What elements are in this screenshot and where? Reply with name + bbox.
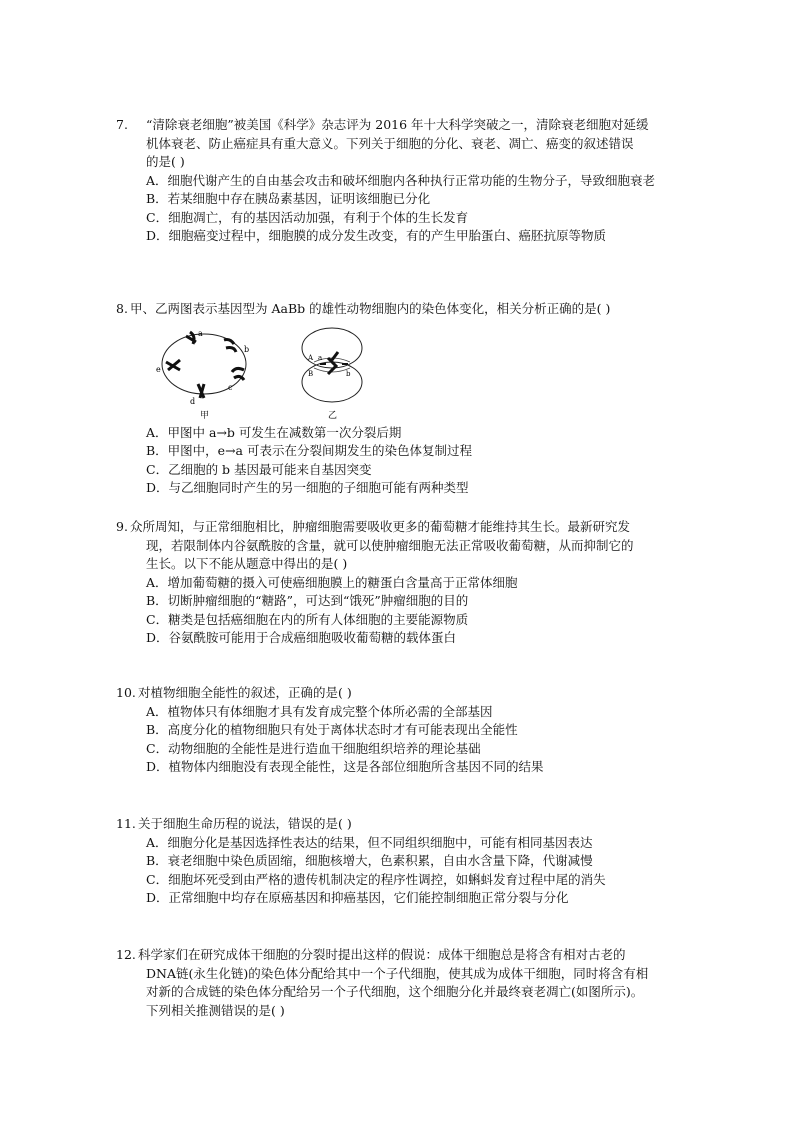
stem-line: “清除衰老细胞”被美国《科学》杂志评为 2016 年十大科学突破之一，清除衰老细胞对延缓	[146, 117, 649, 132]
option-c: C．动物细胞的全能性是进行造血干细胞组织培养的理论基础	[146, 740, 481, 756]
option-a: A．细胞代谢产生的自由基会攻击和破坏细胞内各种执行正常功能的生物分子，导致细胞衰老	[146, 172, 656, 188]
question-12	[116, 946, 706, 1020]
label-B: B	[308, 369, 314, 378]
stem-line: 关于细胞生命历程的说法，错误的是( )	[138, 816, 352, 831]
question-8	[116, 300, 706, 498]
label-a: a	[198, 328, 203, 338]
question-7	[116, 116, 706, 246]
question-stem	[116, 116, 706, 172]
option-c: C．乙细胞的 b 基因最可能来自基因突变	[146, 461, 372, 477]
label-e: e	[156, 364, 161, 374]
stem-line: 下列相关推测错误的是( )	[146, 1002, 285, 1018]
option-a: A．细胞分化是基因选择性表达的结果，但不同组织细胞中，可能有相同基因表达	[146, 834, 593, 850]
option-d: D．植物体内细胞没有表现全能性，这是各部位细胞所含基因不同的结果	[146, 759, 544, 774]
label-c: c	[228, 382, 233, 392]
caption-yi: 乙	[328, 410, 338, 420]
question-stem	[116, 946, 706, 1020]
option-a: A．增加葡萄糖的摄入可使癌细胞膜上的糖蛋白含量高于正常体细胞	[146, 574, 518, 590]
label-A: A	[308, 353, 314, 362]
stem-line: 对新的合成链的染色体分配给另一个子代细胞，这个细胞分化并最终衰老凋亡(如图所示)。	[146, 984, 644, 999]
caption-jia: 甲	[200, 410, 210, 420]
option-a: A．甲图中 a→b 可发生在减数第一次分裂后期	[146, 424, 402, 440]
stem-line: 甲、乙两图表示基因型为 AaBb 的雄性动物细胞内的染色体变化，相关分析正确的是( )	[130, 301, 611, 316]
option-b: B．甲图中，e→a 可表示在分裂间期发生的染色体复制过程	[146, 443, 472, 458]
chromosome-figure	[116, 322, 706, 420]
label-a-lower: a	[318, 353, 323, 362]
question-stem	[116, 518, 706, 574]
option-a: A．植物体只有体细胞才具有发育成完整个体所必需的全部基因	[146, 703, 493, 719]
option-c: C．细胞坏死受到由严格的遗传机制决定的程序性调控，如蝌蚪发育过程中尾的消失	[146, 871, 606, 887]
option-d: D．正常细胞中均存在原癌基因和抑癌基因，它们能控制细胞正常分裂与分化	[146, 890, 569, 905]
question-stem	[116, 684, 706, 703]
question-number: 12.	[116, 947, 136, 962]
label-d: d	[190, 396, 196, 406]
label-b: b	[244, 344, 250, 354]
stem-line: 众所周知，与正常细胞相比，肿瘤细胞需要吸收更多的葡萄糖才能维持其生长。最新研究发	[130, 519, 631, 534]
question-stem	[116, 300, 706, 319]
stem-line: 科学家们在研究成体干细胞的分裂时提出这样的假说：成体干细胞总是将含有相对古老的	[138, 947, 626, 962]
option-d: D．细胞癌变过程中，细胞膜的成分发生改变，有的产生甲胎蛋白、癌胚抗原等物质	[146, 228, 607, 243]
stem-line: 生长。以下不能从题意中得出的是( )	[146, 556, 348, 571]
option-b: B．高度分化的植物细胞只有处于离体状态时才有可能表现出全能性	[146, 722, 518, 737]
option-c: C．细胞凋亡，有的基因活动加强，有利于个体的生长发育	[146, 209, 469, 225]
option-b: B．若某细胞中存在胰岛素基因，证明该细胞已分化	[146, 191, 431, 206]
option-c: C．糖类是包括癌细胞在内的所有人体细胞的主要能源物质	[146, 611, 469, 627]
stem-line: 机体衰老、防止癌症具有重大意义。下列关于细胞的分化、衰老、凋亡、癌变的叙述错误	[146, 135, 634, 151]
question-number: 8.	[116, 301, 128, 316]
option-d: D．与乙细胞同时产生的另一细胞的子细胞可能有两种类型	[146, 480, 469, 495]
stem-line: DNA链(永生化链)的染色体分配给其中一个子代细胞，使其成为成体干细胞，同时将含有相	[146, 965, 649, 981]
option-b: B．切断肿瘤细胞的“糖路”，可达到“饿死”肿瘤细胞的目的	[146, 593, 469, 608]
question-number: 9.	[116, 519, 128, 534]
figure-yi-cell	[294, 322, 374, 420]
question-10	[116, 684, 706, 777]
option-d: D．谷氨酰胺可能用于合成癌细胞吸收葡萄糖的载体蛋白	[146, 630, 457, 645]
question-stem	[116, 815, 706, 834]
question-number: 11.	[116, 816, 136, 831]
stem-line: 现，若限制体内谷氨酰胺的含量，就可以使肿瘤细胞无法正常吸收葡萄糖，从而抑制它的	[146, 537, 634, 553]
stem-line: 对植物细胞全能性的叙述，正确的是( )	[138, 685, 352, 700]
question-number: 10.	[116, 685, 136, 700]
question-11	[116, 815, 706, 908]
option-b: B．衰老细胞中染色质固缩，细胞核增大，色素积累，自由水含量下降，代谢减慢	[146, 853, 593, 868]
question-number: 7.	[116, 117, 128, 132]
figure-jia-cycle	[146, 322, 266, 420]
label-b-lower: b	[346, 369, 351, 378]
question-9	[116, 518, 706, 648]
stem-line: 的是( )	[146, 154, 185, 169]
